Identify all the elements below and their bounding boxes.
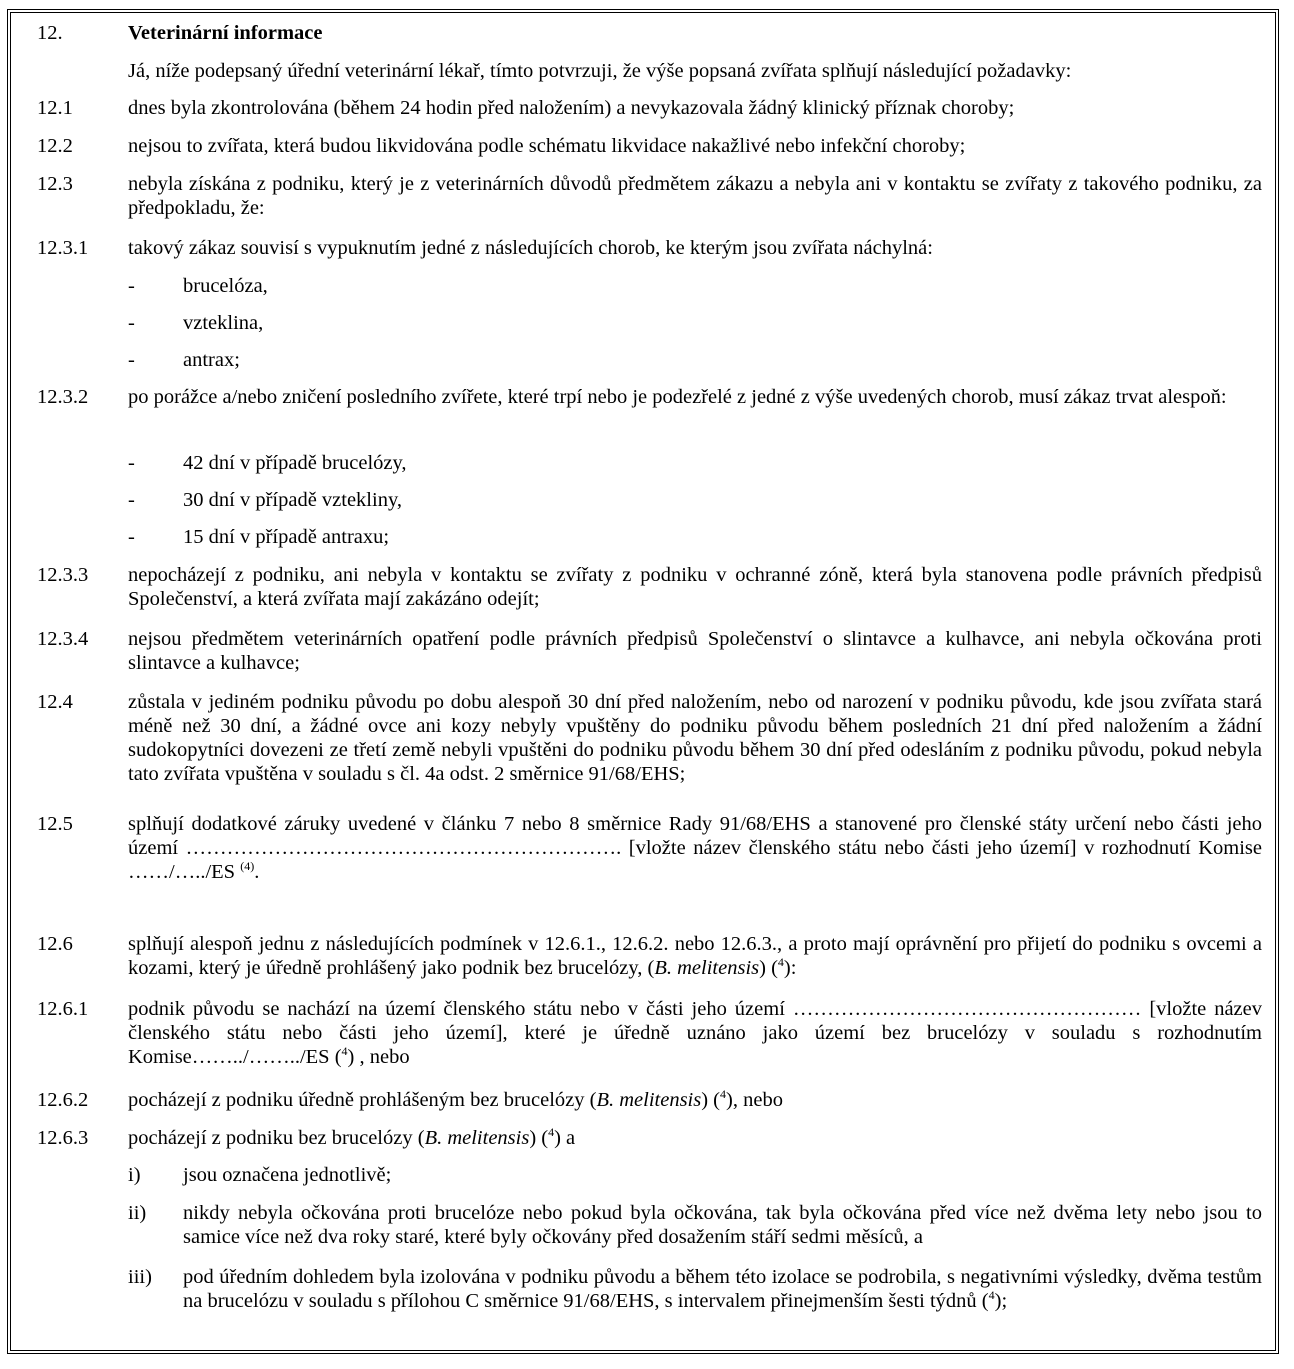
clause-text: takový zákaz souvisí s vypuknutím jedné z následujících chorob, ke kterým jsou zvířata náchylná:	[128, 237, 933, 259]
footnote-ref: (4)	[240, 859, 255, 874]
section-number: 12.	[37, 22, 63, 44]
clause-text	[128, 812, 1262, 884]
clause-text: po porážce a/nebo zničení posledního zvířete, které trpí nebo je podezřelé z jedné z výše uvedených chorob, musí zákaz trvat alespoň:	[128, 386, 1227, 408]
clause-mid: ) (	[529, 1127, 549, 1149]
clause-number: 12.6.1	[37, 998, 89, 1020]
clause-number: 12.5	[37, 813, 73, 835]
species-name: B. melitensis	[596, 1089, 702, 1111]
clause-end: ):	[783, 957, 797, 979]
clause-number: 12.3.3	[37, 564, 89, 586]
roman-body: pod úředním dohledem byla izolována v podniku původu a během této izolace se podrobila, s negativními výsledky, dvěma testům na brucelózu v souladu s přílohou C směrnice 91/68/EHS, s intervalem přinejmenším šesti týdnů (	[183, 1266, 1262, 1312]
clause-end: ) a	[554, 1127, 576, 1149]
footnote-ref: 4	[341, 1044, 348, 1059]
bullet-dash: -	[128, 489, 135, 511]
list-item-text: 30 dní v případě vztekliny,	[183, 489, 402, 511]
clause-number: 12.6.3	[37, 1127, 89, 1149]
clause-end: ) , nebo	[347, 1046, 410, 1068]
bullet-dash: -	[128, 452, 135, 474]
roman-text	[183, 1265, 1262, 1313]
bullet-dash: -	[128, 526, 135, 548]
clause-text: zůstala v jediném podniku původu po dobu alespoň 30 dní před naložením, nebo od narození v podniku původu, kde jsou zvířata stará méně než 30 dní, a žádné ovce ani kozy nebyly vpuštěny do podniku původu během posledních 21 dní před naložením a žádní sudokopytníci dovezeni ze třetí země nebyli vpuštěni do podniku původu během 30 dní před odesláním z podniku původu, pokud nebyla tato zvířata vpuštěna v souladu s čl. 4a odst. 2 směrnice 91/68/EHS;	[128, 691, 1262, 785]
clause-number: 12.6	[37, 933, 73, 955]
footnote-ref: 4	[720, 1087, 727, 1102]
clause-body: pocházejí z podniku úředně prohlášeným bez brucelózy (	[128, 1089, 597, 1111]
roman-number: i)	[128, 1164, 141, 1186]
bullet-dash: -	[128, 349, 135, 371]
clause-text: nejsou to zvířata, která budou likvidována podle schématu likvidace nakažlivé nebo infekční choroby;	[128, 135, 966, 157]
clause-text	[128, 1126, 1262, 1150]
bullet-dash: -	[128, 312, 135, 334]
clause-text	[128, 1088, 1262, 1112]
clause-mid: ) (	[701, 1089, 721, 1111]
list-item-text: brucelóza,	[183, 275, 268, 297]
species-name: B. melitensis	[654, 957, 760, 979]
clause-text	[128, 932, 1262, 980]
clause-number: 12.3	[37, 173, 73, 195]
roman-text: jsou označena jednotlivě;	[183, 1164, 392, 1186]
roman-end: );	[994, 1290, 1008, 1312]
clause-text: nepocházejí z podniku, ani nebyla v kontaktu se zvířaty z podniku v ochranné zóně, která byla stanovena podle právních předpisů Společenství, a která zvířata mají zakázáno odejít;	[128, 564, 1262, 610]
footnote-ref: 4	[988, 1288, 995, 1303]
clause-number: 12.4	[37, 691, 73, 713]
clause-text: dnes byla zkontrolována (během 24 hodin před naložením) a nevykazovala žádný klinický příznak choroby;	[128, 97, 1015, 119]
clause-text	[128, 997, 1262, 1069]
clause-body: pocházejí z podniku bez brucelózy (	[128, 1127, 425, 1149]
roman-number: iii)	[128, 1266, 152, 1288]
section-title: Veterinární informace	[128, 22, 323, 44]
clause-number: 12.1	[37, 97, 73, 119]
clause-number: 12.3.1	[37, 237, 89, 259]
clause-body: splňují alespoň jednu z následujících podmínek v 12.6.1., 12.6.2. nebo 12.6.3., a proto mají oprávnění pro přijetí do podniku s ovcemi a kozami, který je úředně prohlášený jako podnik bez brucelózy, (	[128, 933, 1262, 979]
clause-number: 12.3.2	[37, 386, 89, 408]
intro-text: Já, níže podepsaný úřední veterinární lékař, tímto potvrzuji, že výše popsaná zvířata splňují následující požadavky:	[128, 60, 1072, 82]
roman-text: nikdy nebyla očkována proti brucelóze nebo pokud byla očkována, tak byla očkována před více než dvěma lety nebo jsou to samice více než dva roky staré, které byly očkovány před dosažením stáří sedmi měsíců, a	[183, 1202, 1262, 1248]
clause-number: 12.3.4	[37, 628, 89, 650]
list-item-text: 42 dní v případě brucelózy,	[183, 452, 407, 474]
clause-number: 12.6.2	[37, 1089, 89, 1111]
clause-end: .	[254, 861, 260, 883]
bullet-dash: -	[128, 275, 135, 297]
clause-mid: ) (	[759, 957, 778, 979]
footnote-ref: 4	[548, 1125, 555, 1140]
footnote-ref: 4	[777, 955, 784, 970]
roman-number: ii)	[128, 1202, 147, 1224]
clause-number: 12.2	[37, 135, 73, 157]
clause-text: nejsou předmětem veterinárních opatření podle právních předpisů Společenství o slintavce a kulhavce, ani nebyla očkována proti slintavce a kulhavce;	[128, 628, 1262, 674]
list-item-text: 15 dní v případě antraxu;	[183, 526, 390, 548]
list-item-text: antrax;	[183, 349, 240, 371]
species-name: B. melitensis	[424, 1127, 530, 1149]
clause-end: ), nebo	[726, 1089, 783, 1111]
clause-text: nebyla získána z podniku, který je z veterinárních důvodů předmětem zákazu a nebyla ani v kontaktu se zvířaty z takového podniku, za předpokladu, že:	[128, 173, 1262, 219]
clause-body: podnik původu se nachází na území členského státu nebo v části jeho území …………………………………………… [vložte název členského státu nebo části jeho území], které je úředně uznáno jako území bez brucelózy v souladu s rozhodnutím Komise……../……../ES (	[128, 998, 1262, 1068]
list-item-text: vzteklina,	[183, 312, 264, 334]
clause-body: splňují dodatkové záruky uvedené v článku 7 nebo 8 směrnice Rady 91/68/EHS a stanovené pro členské státy určení nebo části jeho území ………………………………………………………. [vložte název členského státu nebo části jeho území] v rozhodnutí Komise ……/…../ES	[128, 813, 1262, 883]
